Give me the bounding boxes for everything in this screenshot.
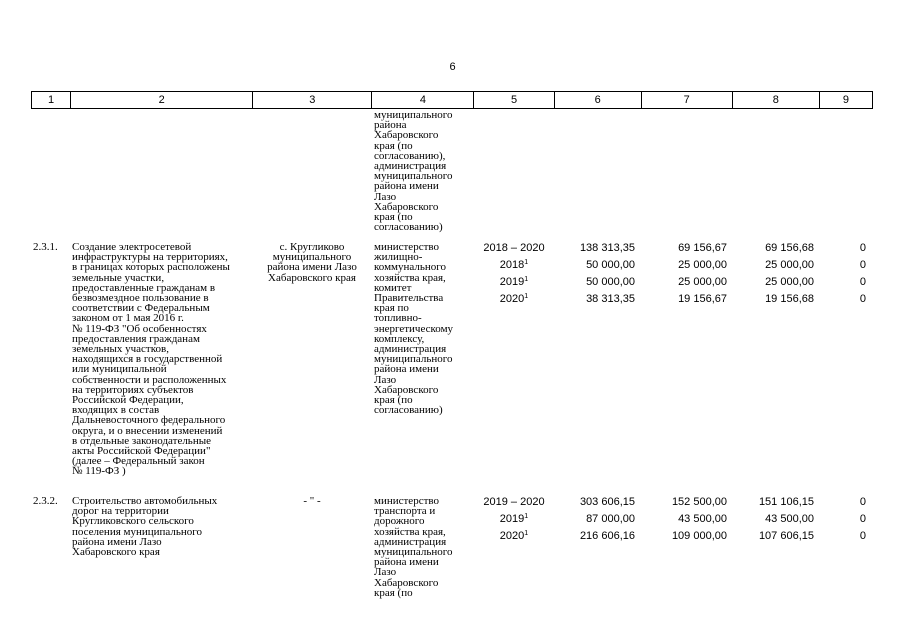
amount-value: 50 000,00 — [586, 276, 635, 288]
measure-description-line: в отдельные законодательные — [72, 434, 211, 447]
executor-continuation — [374, 110, 474, 232]
column-values-year — [474, 240, 554, 308]
measure-description-line: № 119-ФЗ ) — [72, 465, 126, 478]
amount-value: 87 000,00 — [586, 513, 635, 525]
period-year: 2020$^1$ — [499, 530, 529, 542]
executor-continuation-line: согласованию) — [374, 221, 443, 234]
executor-line: комитет — [374, 281, 412, 294]
location-line: района имени Лазо — [267, 261, 357, 274]
measure-description-line: поселения муниципального — [72, 525, 203, 538]
executor-line: края (по — [374, 586, 413, 599]
amount-value: 151 106,15 — [758, 496, 814, 508]
executor-continuation-line: района имени — [374, 180, 439, 193]
column-values-c7 — [642, 494, 727, 545]
executor-line: энергетическому — [374, 322, 454, 335]
measure-description-line: предоставления гражданам — [72, 332, 200, 345]
amount-value: 43 500,00 — [678, 513, 727, 525]
executor-continuation-line: муниципального — [374, 109, 453, 121]
measure-description-line: Создание электросетевой — [72, 241, 192, 253]
measure-description-line: (далее – Федеральный закон — [72, 455, 205, 468]
executor-line: министерство — [374, 495, 440, 507]
column-values-c9 — [820, 494, 866, 545]
measure-description-line: Дальневосточного федерального — [72, 414, 226, 427]
column-header-7: 7 — [641, 92, 732, 109]
amount-value: 25 000,00 — [678, 259, 727, 271]
measure-description-line: округа, и о внесении изменений — [72, 424, 223, 437]
executor-line: района имени — [374, 363, 439, 376]
executor-continuation-line: муниципального — [374, 170, 453, 183]
measure-description-line: безвозмездное пользование в — [72, 292, 209, 305]
executor-line: администрация — [374, 535, 447, 548]
amount-value: 25 000,00 — [765, 259, 814, 271]
measure-description-line: земельные участки, — [72, 271, 165, 284]
page-number: 6 — [449, 61, 456, 73]
column-header-5: 5 — [474, 92, 554, 109]
amount-value: 107 606,15 — [758, 530, 814, 542]
amount-value: 303 606,15 — [579, 496, 635, 508]
amount-value: 0 — [859, 496, 866, 508]
column-header-6: 6 — [554, 92, 641, 109]
measure-description-line: акты Российской Федерации" — [72, 445, 211, 458]
measure-description-line: земельных участков, — [72, 343, 169, 356]
row-number: 2.3.1. — [33, 241, 58, 253]
executor-line: Лазо — [374, 566, 397, 579]
executor-line: администрация — [374, 343, 447, 356]
executor-continuation-line: Хабаровского — [374, 200, 439, 213]
executor-line: края (по — [374, 394, 413, 407]
executor-line: комплексу, — [374, 332, 425, 345]
measure-description-line: № 119-ФЗ "Об особенностях — [72, 322, 207, 335]
measure-description-line: находящихся в государственной — [72, 353, 223, 366]
amount-value: 109 000,00 — [671, 530, 727, 542]
executor-line: Хабаровского — [374, 383, 439, 396]
measure-description-line: дорог на территории — [72, 505, 169, 518]
column-values-c6 — [555, 494, 635, 545]
location-line: - " - — [303, 495, 321, 507]
executor-line: муниципального — [374, 353, 453, 366]
executor-line: коммунального — [374, 261, 446, 274]
executor-line: дорожного — [374, 515, 425, 528]
column-values-year — [474, 494, 554, 545]
executor-line: муниципального — [374, 546, 453, 559]
column-header-1: 1 — [32, 92, 71, 109]
period-year: 2020$^1$ — [499, 293, 529, 305]
period-year: 2018$^1$ — [499, 259, 529, 271]
executor-line: Хабаровского — [374, 576, 439, 589]
amount-value: 38 313,35 — [586, 293, 635, 305]
amount-value: 50 000,00 — [586, 259, 635, 271]
column-values-c6 — [555, 240, 635, 308]
executor-line: хозяйства края, — [374, 271, 446, 284]
measure-description — [72, 496, 257, 557]
amount-value: 152 500,00 — [671, 496, 727, 508]
measure-description-line: в границах которых расположены — [72, 261, 230, 274]
executor-line: топливно- — [374, 312, 422, 325]
executor-continuation-line: администрация — [374, 160, 447, 173]
executor-line: края по — [374, 302, 409, 315]
amount-value: 0 — [859, 513, 866, 525]
measure-description-line: Кругликовского сельского — [72, 515, 194, 528]
location — [253, 496, 371, 506]
executor-line: жилищно- — [374, 251, 423, 264]
measure-description-line: Строительство автомобильных — [72, 495, 218, 507]
location — [253, 242, 371, 283]
column-header-3: 3 — [253, 92, 372, 109]
amount-value: 43 500,00 — [765, 513, 814, 525]
amount-value: 19 156,68 — [765, 293, 814, 305]
measure-description-line: Российской Федерации, — [72, 394, 184, 407]
location-line: с. Кругликово — [279, 241, 345, 253]
executor-continuation-line: согласованию), — [374, 149, 446, 162]
column-values-c7 — [642, 240, 727, 308]
amount-value: 0 — [859, 259, 866, 271]
executor-continuation-line: края (по — [374, 139, 413, 152]
measure-description-line: района имени Лазо — [72, 535, 162, 548]
executor-line: Правительства — [374, 292, 444, 305]
measure-description-line: на территориях субъектов — [72, 383, 194, 396]
amount-value: 69 156,67 — [678, 242, 727, 254]
executor-continuation-line: Лазо — [374, 190, 397, 203]
period-year: 2019$^1$ — [499, 513, 529, 525]
location-line: Хабаровского края — [268, 271, 356, 284]
measure-description-line: входящих в состав — [72, 404, 160, 417]
amount-value: 0 — [859, 276, 866, 288]
amount-value: 25 000,00 — [765, 276, 814, 288]
amount-value: 69 156,68 — [765, 242, 814, 254]
measure-description — [72, 242, 257, 477]
measure-description-line: соответствии с Федеральным — [72, 302, 210, 315]
executor-line: транспорта и — [374, 505, 436, 518]
executor-line: министерство — [374, 241, 440, 253]
column-values-c8 — [733, 494, 814, 545]
measure-description-line: Хабаровского края — [72, 546, 160, 559]
column-values-c9 — [820, 240, 866, 308]
amount-value: 0 — [859, 530, 866, 542]
amount-value: 0 — [859, 242, 866, 254]
amount-value: 19 156,67 — [678, 293, 727, 305]
column-header-9: 9 — [819, 92, 872, 109]
period-year: 2019$^1$ — [499, 276, 529, 288]
row-number: 2.3.2. — [33, 495, 58, 507]
executor — [374, 496, 474, 598]
executor — [374, 242, 474, 415]
measure-description-line: или муниципальной — [72, 363, 167, 376]
column-values-c8 — [733, 240, 814, 308]
column-header-row — [31, 91, 873, 109]
location-line: муниципального — [272, 251, 352, 264]
column-header-8: 8 — [732, 92, 819, 109]
period-year: 2018 – 2020 — [483, 242, 545, 254]
measure-description-line: инфраструктуры на территориях, — [72, 251, 228, 264]
measure-description-line: законом от 1 мая 2016 г. — [72, 312, 184, 325]
executor-continuation-line: края (по — [374, 211, 413, 224]
column-header-2: 2 — [71, 92, 253, 109]
measure-description-line: собственности и расположенных — [72, 373, 227, 386]
period-year: 2019 – 2020 — [483, 496, 545, 508]
amount-value: 0 — [859, 293, 866, 305]
executor-line: района имени — [374, 556, 439, 569]
measure-description-line: предоставленные гражданам в — [72, 281, 216, 294]
executor-line: согласованию) — [374, 404, 443, 417]
executor-line: хозяйства края, — [374, 525, 446, 538]
executor-continuation-line: района — [374, 119, 407, 132]
amount-value: 25 000,00 — [678, 276, 727, 288]
executor-line: Лазо — [374, 373, 397, 386]
amount-value: 216 606,16 — [579, 530, 635, 542]
column-header-4: 4 — [372, 92, 474, 109]
amount-value: 138 313,35 — [579, 242, 635, 254]
executor-continuation-line: Хабаровского — [374, 129, 439, 142]
